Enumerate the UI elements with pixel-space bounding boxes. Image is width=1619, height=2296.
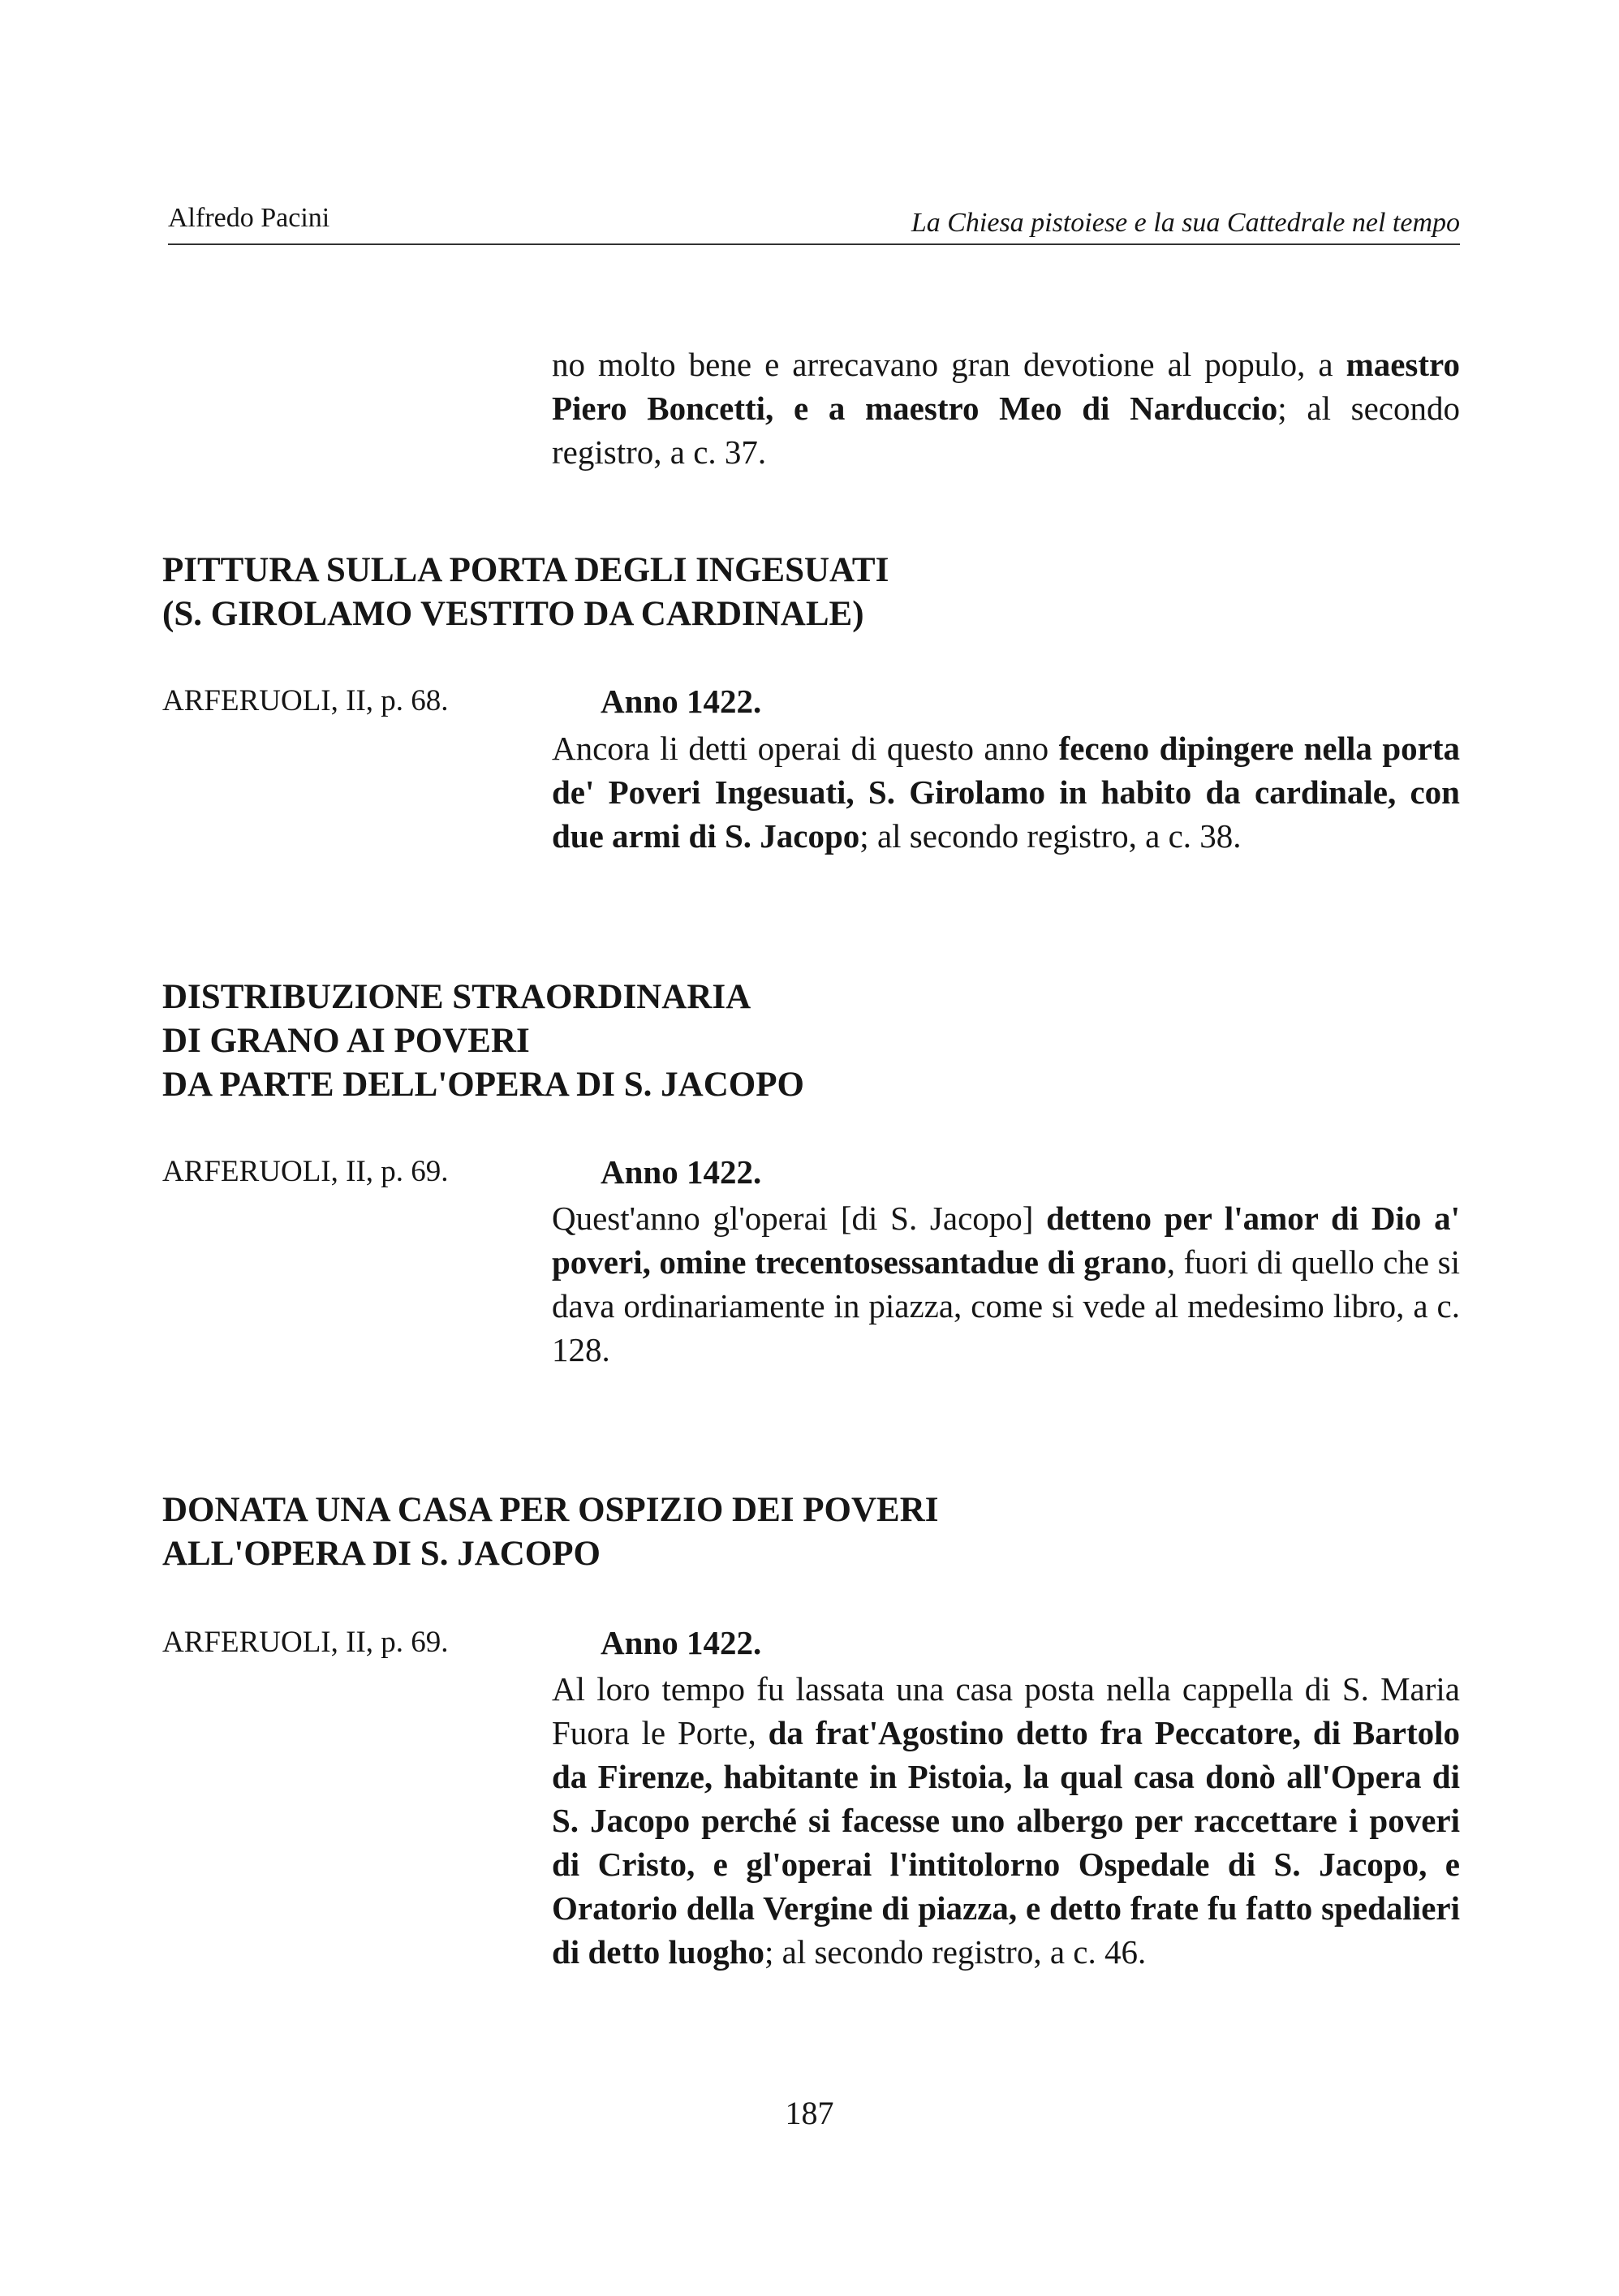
running-header-author: Alfredo Pacini (168, 203, 330, 233)
section-3-bold: da frat'Agostino detto fra Peccatore, di Bartolo da Firenze, habitante in Pistoia, la qual casa donò all'Opera di S. Jacopo perché si facesse uno albergo per raccettare i poveri di Cristo, e gl'operai l'intitolorno Ospedale di S. Jacopo, e Oratorio della Vergine di piazza, e detto frate fu fatto spedalieri di detto luogho (552, 1714, 1460, 1971)
continuation-text-1: no molto bene e arrecavano gran devotione al populo, a (552, 346, 1346, 383)
section-2-heading-line-3: DA PARTE DELL'OPERA DI S. JACOPO (162, 1066, 804, 1104)
section-1-heading (162, 549, 889, 636)
section-1-source: ARFERUOLI, II, p. 68. (162, 684, 449, 717)
section-3-text-2: ; al secondo registro, a c. 46. (764, 1933, 1147, 1971)
section-2-heading-line-2: DI GRANO AI POVERI (162, 1022, 530, 1060)
section-3-heading (162, 1488, 939, 1576)
section-3-heading-line-2: ALL'OPERA DI S. JACOPO (162, 1535, 601, 1573)
section-2-year: Anno 1422. (601, 1153, 762, 1191)
section-3-body (552, 1667, 1460, 1974)
section-1-heading-line-2: (S. GIROLAMO VESTITO DA CARDINALE) (162, 595, 864, 633)
section-1-body (552, 726, 1460, 858)
section-1-bold: feceno dipingere nella porta de' Poveri Ingesuati, S. Girolamo in habito da cardinale, con due armi di S. Jacopo (552, 730, 1460, 855)
section-1-heading-line-1: PITTURA SULLA PORTA DEGLI INGESUATI (162, 551, 889, 589)
header-rule (168, 243, 1460, 245)
section-1-year: Anno 1422. (601, 683, 762, 720)
section-2-bold: detteno per l'amor di Dio a' poveri, omine trecentosessantadue di grano (552, 1200, 1460, 1281)
running-header-title: La Chiesa pistoiese e la sua Cattedrale nel tempo (911, 208, 1460, 238)
section-2-source: ARFERUOLI, II, p. 69. (162, 1155, 449, 1188)
section-3-year: Anno 1422. (601, 1624, 762, 1661)
section-2-body (552, 1196, 1460, 1372)
continuation-text-2: ; al secondo registro, a c. 37. (552, 390, 1460, 471)
section-1-text-1: Ancora li detti operai di questo anno (552, 730, 1059, 767)
section-2-text-2: , fuori di quello che si dava ordinariamente in piazza, come si vede al medesimo libro, a c. 128. (552, 1243, 1461, 1368)
section-3-source: ARFERUOLI, II, p. 69. (162, 1626, 449, 1659)
page-number: 187 (785, 2095, 834, 2131)
continuation-paragraph (552, 342, 1460, 474)
section-2-text-1: Quest'anno gl'operai [di S. Jacopo] (552, 1200, 1047, 1237)
section-2-heading (162, 976, 804, 1107)
section-2-heading-line-1: DISTRIBUZIONE STRAORDINARIA (162, 978, 751, 1016)
section-3-heading-line-1: DONATA UNA CASA PER OSPIZIO DEI POVERI (162, 1491, 939, 1529)
section-1-text-2: ; al secondo registro, a c. 38. (859, 817, 1242, 855)
section-3-text-1: Al loro tempo fu lassata una casa posta nella cappella di S. Maria Fuora le Porte, (552, 1670, 1460, 1751)
continuation-bold: maestro Piero Boncetti, e a maestro Meo di Narduccio (552, 346, 1460, 427)
